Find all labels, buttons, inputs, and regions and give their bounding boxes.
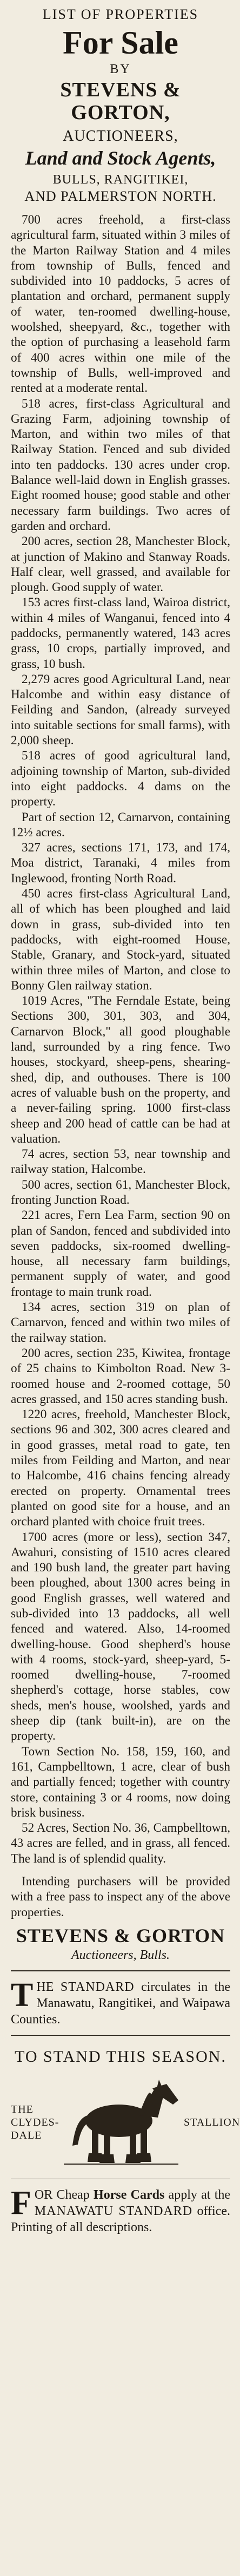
notice-paper-name: MANAWATU STANDARD	[34, 2204, 193, 2218]
closing-note: Intending purchasers will be provided with a free pass to inspect any of the above properties.	[11, 1874, 230, 1919]
stallion-label-line: THE	[11, 2103, 34, 2115]
property-item: 153 acres first-class land, Wairoa district, within 4 miles of Wanganui, fenced into 4 paddocks, permanently watered, 143 acres grass, 10 crops, partially improved, and grass, 10 bush.	[11, 595, 230, 671]
property-item: 200 acres, section 28, Manchester Block, at junction of Makino and Stanway Roads. Half clear, well grassed, and available for plough. Good supply of water.	[11, 534, 230, 595]
property-item: Part of section 12, Carnarvon, containing 12½ acres.	[11, 810, 230, 840]
notice-text: circulates in the Manawatu, Rangitikei, and Waipawa Counties.	[11, 1979, 230, 2027]
property-item: 134 acres, section 319 on plan of Carnarvon, fenced and within two miles of the railway station.	[11, 1300, 230, 1345]
for-sale-heading: For Sale	[63, 25, 178, 61]
notice-text: HE	[36, 1979, 61, 1994]
stallion-right-label: STALLION	[184, 2116, 240, 2128]
notice-paper-name: STANDARD	[60, 1979, 135, 1994]
property-item: 52 Acres, Section No. 36, Campbelltown, 43 acres are felled, and in grass, all fenced. The land is of splendid quality.	[11, 1821, 230, 1866]
palmerston-line: AND PALMERSTON NORTH.	[24, 188, 217, 204]
stallion-label-line: DALE	[11, 2129, 42, 2141]
notice-text: office. Printing of all descriptions.	[11, 2204, 230, 2234]
property-item: 2,279 acres good Agricultural Land, near Halcombe and within easy distance of Feilding and Sandon, (already surveyed into suitable sections for small farms), with 2,000 sheep.	[11, 672, 230, 748]
clydesdale-horse-icon	[58, 2076, 183, 2168]
list-heading: LIST OF PROPERTIES	[42, 6, 199, 22]
drop-cap: F	[11, 2184, 31, 2221]
notice-text: apply at the	[164, 2187, 231, 2202]
footer-firm-name: STEVENS & GORTON	[16, 1924, 225, 1946]
property-item: 518 acres, first-class Agricultural and Grazing Farm, adjoining township of Marton, and within two miles of that Railway Station. Fenced and sub divided into ten paddocks. 130 acres under crop. Balance well-laid down in English grasses. Eight roomed house; good stable and other necessary farm buildings. Two acres of garden and orchard.	[11, 396, 230, 533]
divider	[11, 2035, 230, 2036]
towns-line: BULLS, RANGITIKEI,	[52, 172, 189, 187]
standard-notice	[11, 1976, 230, 2028]
notice-bold-text: Horse Cards	[94, 2187, 165, 2202]
property-item: 450 acres first-class Agricultural Land, all of which has been ploughed and laid down in grass, sub-divided into ten paddocks, with eight-roomed House, Stable, Granary, and Stock-yard, situated within three miles of Marton, and close to Bonny Glen railway station.	[11, 887, 230, 993]
property-item: Town Section No. 158, 159, 160, and 161, Campbelltown, 1 acre, clear of bush and partially fenced; together with country store, containing 3 or 4 rooms, now doing brisk business.	[11, 1744, 230, 1820]
property-list	[11, 212, 230, 1866]
firm-name: STEVENS & GORTON,	[60, 78, 181, 124]
property-item: 500 acres, section 61, Manchester Block, fronting Junction Road.	[11, 1177, 230, 1207]
property-item: 700 acres freehold, a first-class agricultural farm, situated within 3 miles of the Marton Railway Station and 4 miles from township of Bulls, fenced and subdivided into 10 paddocks, 5 acres of plantation and orchard, permanent supply of water, ten-roomed dwelling-house, woolshed, sheepyard, &c., together with the option of purchasing a leasehold farm of 400 acres within one mile of the township of Bulls, well-improved and rented at a moderate rental.	[11, 212, 230, 396]
property-item: 1220 acres, freehold, Manchester Block, sections 96 and 302, 300 acres cleared and in good grasses, metal road to gate, ten miles from Feilding and Marton, and near to Halcombe, 416 chains fencing already erected on property. Ornamental trees planted on good site for a house, and an orchard planted with choice fruit trees.	[11, 1407, 230, 1529]
property-item: 518 acres of good agricultural land, adjoining township of Marton, sub-divided into eight paddocks. 4 dams on the property.	[11, 749, 230, 809]
property-item: 74 acres, section 53, near township and railway station, Halcombe.	[11, 1147, 230, 1177]
property-item: 1019 Acres, "The Ferndale Estate, being Sections 300, 301, 303, and 304, Carnarvon Block," all good ploughable land, surrounded by a ring fence. Two houses, stockyard, sheep-pens, shearing-shed, dip, and outhouses. There is 100 acres of valuable bush on the property, and a never-failing spring. 1000 first-class sheep and 200 head of cattle can be had at valuation.	[11, 994, 230, 1146]
stand-heading: TO STAND THIS SEASON.	[15, 2047, 226, 2066]
property-item: 1700 acres (more or less), section 347, Awahuri, consisting of 1510 acres cleared and 190 bush land, the greater part having been ploughed, about 1300 acres being in good English grasses, well watered and sub-divided into 13 paddocks, all well fenced and watered. Also, 14-roomed dwelling-house. Good shepherd's house with 4 rooms, stock-yard, sheep-yard, 5-roomed dwelling-house, 7-roomed shepherd's cottage, horse stables, cow sheds, men's house, woolshed, yards and sheep dip (tank built-in), are on the property.	[11, 1530, 230, 1743]
by-line: BY	[110, 62, 131, 76]
stallion-label-line: CLYDES-	[11, 2116, 59, 2128]
stallion-banner	[11, 2074, 240, 2171]
property-item: 221 acres, Fern Lea Farm, section 90 on plan of Sandon, fenced and subdivided into seven paddocks, six-roomed dwelling-house, all necessary farm buildings, permanent supply of water, and good frontage to main trunk road.	[11, 1208, 230, 1299]
agents-heading: Land and Stock Agents,	[25, 147, 216, 169]
footer-firm-sub: Auctioneers, Bulls.	[71, 1948, 170, 1962]
divider	[11, 1970, 230, 1971]
firm-role: AUCTIONEERS,	[63, 127, 178, 145]
property-item: 200 acres, section 235, Kiwitea, frontage of 25 chains to Kimbolton Road. New 3-roomed house and 2-roomed cottage, 50 acres grassed, and 150 acres standing bush.	[11, 1346, 230, 1406]
horse-cards-notice	[11, 2184, 231, 2236]
drop-cap: T	[11, 1976, 34, 2014]
notice-text: OR Cheap	[34, 2187, 94, 2202]
stallion-left-label	[11, 2103, 57, 2142]
property-item: 327 acres, sections 171, 173, and 174, Moa district, Taranaki, 4 miles from Inglewood, fronting North Road.	[11, 841, 230, 886]
